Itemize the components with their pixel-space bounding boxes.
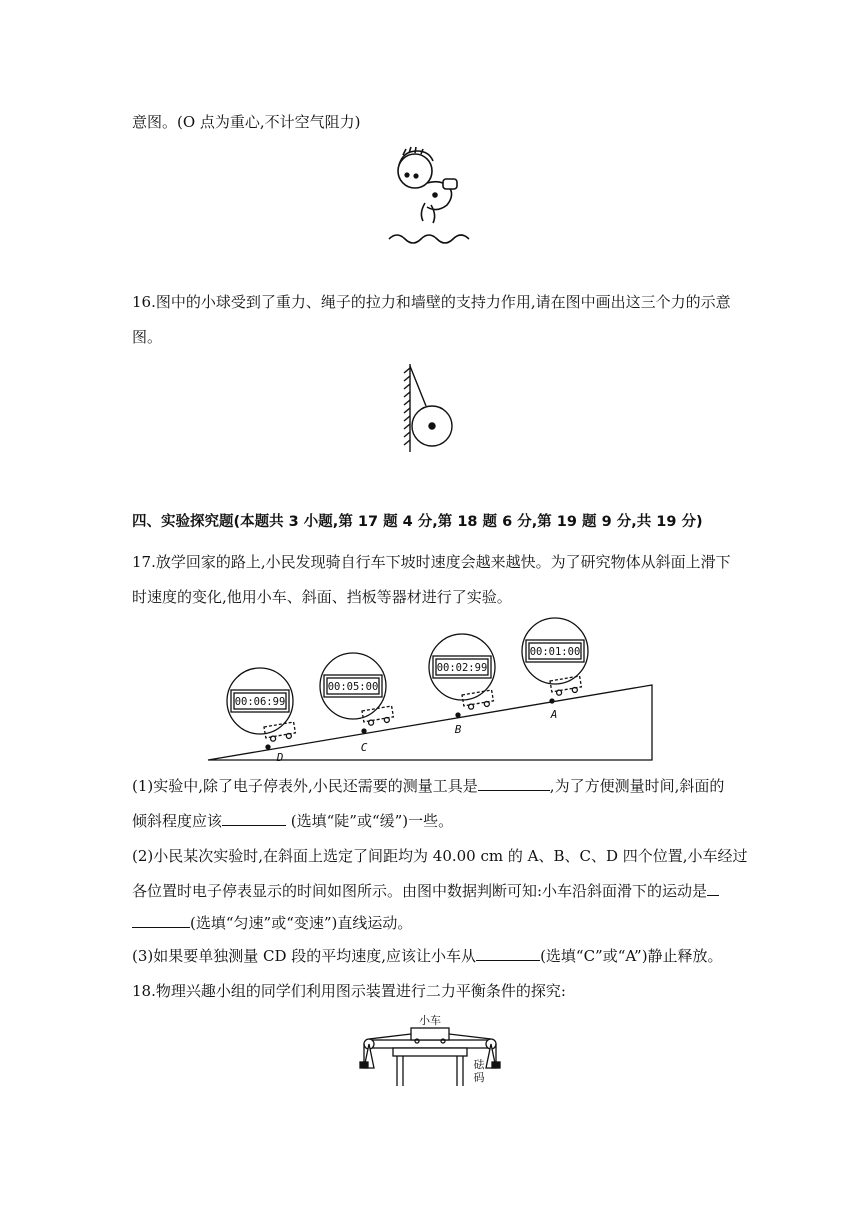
q17-part1-text-d: (选填“陡”或“缓”)一些。 xyxy=(286,812,454,830)
q17-line1: 17.放学回家的路上,小民发现骑自行车下坡时速度会越来越快。为了研究物体从斜面上滑下 xyxy=(132,553,731,571)
q16-line1: 16.图中的小球受到了重力、绳子的拉力和墙壁的支持力作用,请在图中画出这三个力的示意 xyxy=(132,293,731,311)
q17-line2: 时速度的变化,他用小车、斜面、挡板等器材进行了实验。 xyxy=(132,588,512,606)
weight-label-1: 砝 xyxy=(473,1058,485,1071)
q17-part3-text-a: (3)如果要单独测量 CD 段的平均速度,应该让小车从 xyxy=(132,947,477,965)
q17-part3-text-b: (选填“C”或“A”)静止释放。 xyxy=(540,947,723,965)
q17-part2-line3 xyxy=(132,913,412,933)
answer-blank-slope[interactable] xyxy=(222,811,286,826)
ball-on-wall-figure xyxy=(400,360,460,455)
q17-part1-text-b: ,为了方便测量时间,斜面的 xyxy=(549,777,725,795)
q18-line1: 18.物理兴趣小组的同学们利用图示装置进行二力平衡条件的探究: xyxy=(132,982,566,1000)
q17-part2-line2 xyxy=(132,881,719,901)
point-b-label: B xyxy=(454,723,462,736)
q17-part2-text-b: 各位置时电子停表显示的时间如图所示。由图中数据判断可知:小车沿斜面滑下的运动是 xyxy=(132,882,708,900)
stopwatch-c-time: 00:05:00 xyxy=(327,681,379,693)
answer-blank-release[interactable] xyxy=(476,946,540,961)
incline-stopwatch-figure xyxy=(200,615,660,765)
q17-part1-text-a: (1)实验中,除了电子停表外,小民还需要的测量工具是 xyxy=(132,777,478,795)
stopwatch-a-time: 00:01:00 xyxy=(529,646,581,658)
two-force-balance-figure xyxy=(355,1010,505,1090)
q16-line2: 图。 xyxy=(132,328,163,346)
car-label: 小车 xyxy=(419,1014,441,1027)
q17-part2-line1: (2)小民某次实验时,在斜面上选定了间距均为 40.00 cm 的 A、B、C、D 四个位置,小车经过 xyxy=(132,847,748,865)
weight-label-2: 码 xyxy=(473,1071,485,1084)
point-a-label: A xyxy=(550,708,558,721)
q17-part1-line1 xyxy=(132,776,724,796)
q15-tail-text: 意图。(O 点为重心,不计空气阻力) xyxy=(132,113,361,131)
point-d-label: D xyxy=(276,751,284,764)
section4-title: 四、实验探究题(本题共 3 小题,第 17 题 4 分,第 18 题 6 分,第 19 题 9 分,共 19 分) xyxy=(132,514,703,530)
diving-boy-figure xyxy=(385,145,475,245)
point-c-label: C xyxy=(360,741,368,754)
answer-blank-motion[interactable] xyxy=(132,913,190,928)
q17-part3-line xyxy=(132,946,723,966)
answer-blank-tool[interactable] xyxy=(478,776,550,791)
q17-part1-text-c: 倾斜程度应该 xyxy=(132,812,223,830)
stopwatch-b-time: 00:02:99 xyxy=(436,662,488,674)
stopwatch-d-time: 00:06:99 xyxy=(234,696,286,708)
answer-blank-motion-start[interactable] xyxy=(707,881,719,896)
q17-part2-text-c: (选填“匀速”或“变速”)直线运动。 xyxy=(190,914,413,932)
q17-part1-line2 xyxy=(132,811,453,831)
